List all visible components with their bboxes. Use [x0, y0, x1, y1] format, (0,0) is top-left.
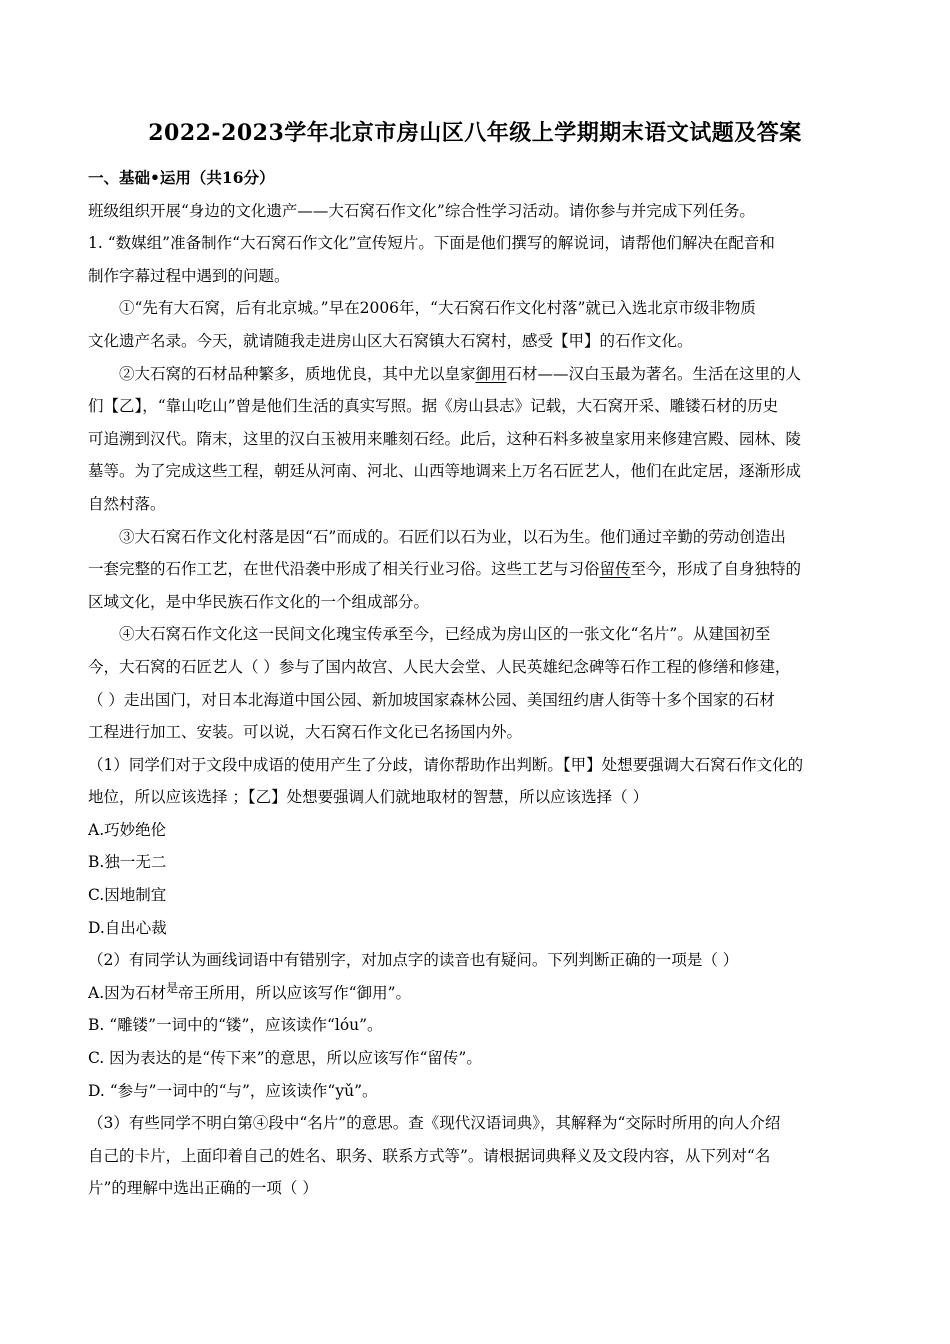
question-1-1-line: 地位，所以应该选择 ；【乙】处想要强调人们就地取材的智慧，所以应该选择（ ）: [88, 788, 649, 807]
paragraph-3-text: 至今，形成了自身独特的: [630, 560, 802, 579]
paragraph-2-text: ②大石窝的石材品种繁多，质地优良，其中尤以皇家: [119, 364, 476, 383]
paragraph-4-line: 工程进行加工、安装。可以说，大石窝石作文化已名扬国内外。: [88, 723, 523, 742]
option-c: C.因地制宜: [88, 886, 167, 905]
document-title: 2022-2023学年北京市房山区八年级上学期期末语文试题及答案: [148, 120, 802, 146]
question-1-3-line: 自己的卡片，上面印着自己的姓名、职务、联系方式等”。请根据词典释义及文段内容，从下列对“名: [88, 1146, 771, 1165]
option-a-text: 帝王所用，所以应该写作“御用”。: [178, 983, 411, 1002]
paragraph-1-line: ①“先有大石窝，后有北京城。”早在2006年，“大石窝石作文化村落”就已入选北京市级非物质: [119, 299, 756, 318]
paragraph-3-line: [88, 553, 868, 586]
option-a: [88, 977, 868, 1010]
option-b: B. “雕镂”一词中的“镂”，应该读作“lóu”。: [88, 1016, 383, 1035]
paragraph-3-text: 一套完整的石作工艺，在世代沿袭中形成了相关行业习俗。这些工艺与习俗: [88, 560, 600, 579]
paragraph-1-line: 文化遗产名录。今天，就请随我走进房山区大石窝镇大石窝村，感受【甲】的石作文化。: [88, 331, 693, 350]
question-1-2-stem: （2）有同学认为画线词语中有错别字，对加点字的读音也有疑问。下列判断正确的一项是（ ）: [88, 951, 739, 970]
section-heading: 一、基础•运用（共16分）: [88, 168, 275, 187]
question-1-line: 1. “数媒组”准备制作“大石窝石作文化”宣传短片。下面是他们撰写的解说词，请帮他们解决在配音和: [88, 234, 775, 253]
question-1-1-line: （1）同学们对于文段中成语的使用产生了分歧，请你帮助作出判断。【甲】处想要强调大石窝石作文化的: [88, 755, 804, 774]
paragraph-4-line: （ ）走出国门，对日本北海道中国公园、新加坡国家森林公园、美国纽约唐人街等十多个国家的石材: [88, 690, 775, 709]
option-a-text: A.因为石材: [88, 983, 167, 1002]
paragraph-2-text: 石材——汉白玉最为著名。生活在这里的人: [506, 364, 802, 383]
underlined-word-liuchuan: 留传: [599, 560, 631, 579]
option-a: A.巧妙绝伦: [88, 820, 167, 839]
document-body: [88, 162, 868, 1205]
option-b: B.独一无二: [88, 853, 167, 872]
intro-text: 班级组织开展“身边的文化遗产——大石窝石作文化”综合性学习活动。请你参与并完成下列任务。: [88, 201, 755, 220]
paragraph-2-line: 们【乙】，“靠山吃山”曾是他们生活的真实写照。据《房山县志》记载，大石窝开采、雕镂石材的历史: [88, 397, 779, 416]
question-1-line: 制作字幕过程中遇到的问题。: [88, 266, 290, 285]
superscript-mark: 是: [166, 980, 179, 995]
paragraph-4-line: ④大石窝石作文化这一民间文化瑰宝传承至今，已经成为房山区的一张文化“名片”。从建国初至: [119, 625, 771, 644]
option-d: D. “参与”一词中的“与”，应该读作“yǔ”。: [88, 1081, 378, 1100]
question-1-3-line: 片”的理解中选出正确的一项（ ）: [88, 1179, 318, 1198]
option-d: D.自出心裁: [88, 918, 167, 937]
paragraph-3-line: ③大石窝石作文化村落是因“石”而成的。石匠们以石为业，以石为生。他们通过辛勤的劳动创造出: [119, 527, 786, 546]
paragraph-2-line: 自然村落。: [88, 494, 166, 513]
option-c: C. 因为表达的是“传下来”的意思，所以应该写作“留传”。: [88, 1049, 482, 1068]
paragraph-3-line: 区域文化，是中华民族石作文化的一个组成部分。: [88, 592, 430, 611]
paragraph-2-line: 可追溯到汉代。隋末，这里的汉白玉被用来雕刻石经。此后，这种石料多被皇家用来修建宫殿、园林、陵: [88, 429, 802, 448]
paragraph-2-line: 墓等。为了完成这些工程，朝廷从河南、河北、山西等地调来上万名石匠艺人，他们在此定居，逐渐形成: [88, 462, 802, 481]
paragraph-2-line: [88, 358, 868, 391]
underlined-word-yuyong: 御用: [475, 364, 507, 383]
paragraph-4-line: 今，大石窝的石匠艺人（ ）参与了国内故宫、人民大会堂、人民英雄纪念碑等石作工程的修缮和修建，: [88, 657, 791, 676]
question-1-3-line: （3）有些同学不明白第④段中“名片”的意思。查《现代汉语词典》，其解释为“交际时所用的向人介绍: [88, 1114, 781, 1133]
